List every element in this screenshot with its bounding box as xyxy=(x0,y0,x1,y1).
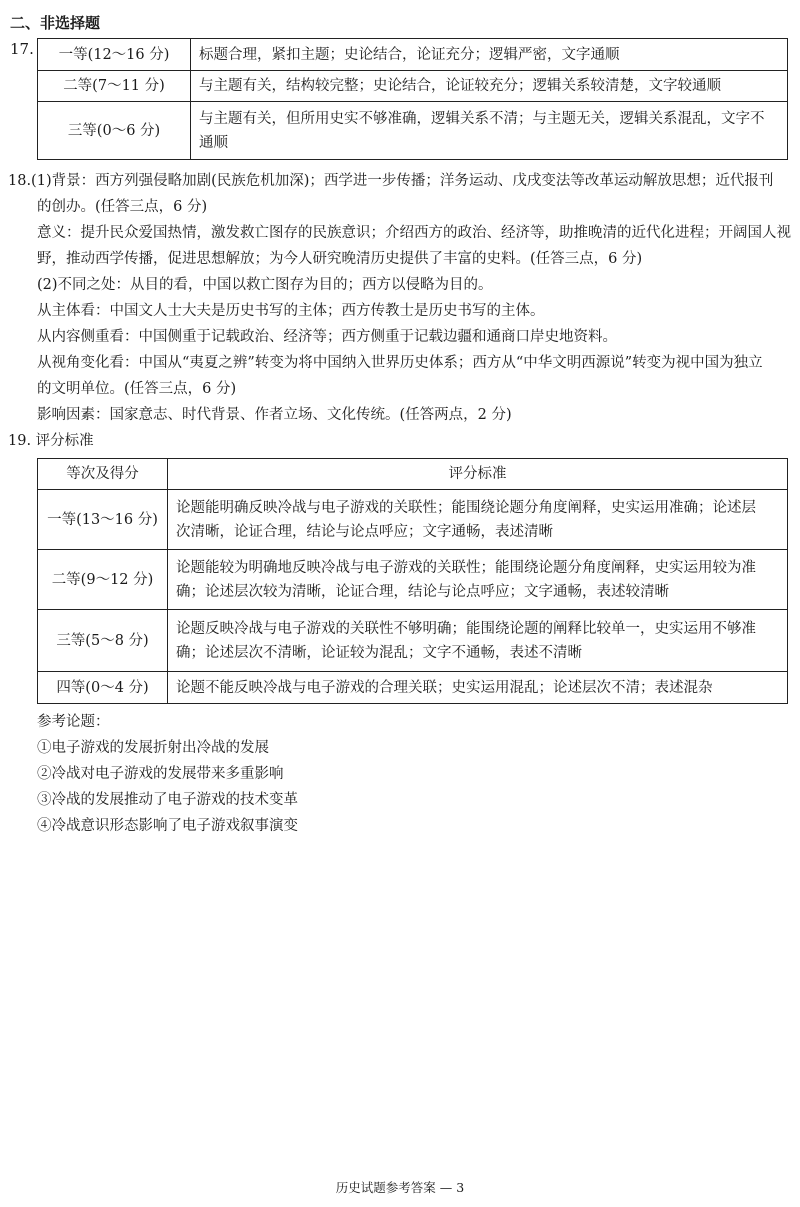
section-title: 二、非选择题 xyxy=(10,14,101,32)
grade-cell: 三等(5～8 分) xyxy=(38,610,168,672)
q18-line: 从视角变化看：中国从“夷夏之辨”转变为将中国纳入世界历史体系；西方从“中华文明西源说”转变为视中国为独立 xyxy=(37,355,763,371)
q18-line: 从主体看：中国文人士大夫是历史书写的主体；西方传教士是历史书写的主体。 xyxy=(37,303,545,319)
grade-cell: 二等(9～12 分) xyxy=(38,550,168,610)
header-grade: 等次及得分 xyxy=(38,459,168,490)
grade-cell: 一等(12～16 分) xyxy=(38,39,191,71)
criteria-line: 论题反映冷战与电子游戏的关联性不够明确；能围绕论题的阐释比较单一，史实运用不够准 xyxy=(176,620,756,637)
criteria-line: 通顺 xyxy=(199,134,228,151)
q19-table xyxy=(37,458,788,704)
table-row xyxy=(38,102,788,160)
q18-line: 野，推动西学传播，促进思想解放；为今人研究晚清历史提供了丰富的史料。(任答三点，6 分) xyxy=(37,251,643,267)
q19-heading: 19. 评分标准 xyxy=(8,433,94,449)
reference-item: ①电子游戏的发展折射出冷战的发展 xyxy=(37,740,269,756)
criteria-line: 论题能明确反映冷战与电子游戏的关联性；能围绕论题分角度阐释，史实运用准确；论述层 xyxy=(176,499,756,516)
table-row xyxy=(38,490,788,550)
q18-line: 从内容侧重看：中国侧重于记载政治、经济等；西方侧重于记载边疆和通商口岸史地资料。 xyxy=(37,329,617,345)
reference-item: ③冷战的发展推动了电子游戏的技术变革 xyxy=(37,792,298,808)
criteria-cell xyxy=(168,610,788,672)
grade-cell: 二等(7～11 分) xyxy=(38,71,191,102)
reference-item: ②冷战对电子游戏的发展带来多重影响 xyxy=(37,766,284,782)
criteria-cell: 论题不能反映冷战与电子游戏的合理关联；史实运用混乱；论述层次不清；表述混杂 xyxy=(168,672,788,704)
grade-cell: 三等(0～6 分) xyxy=(38,102,191,160)
table-header-row xyxy=(38,459,788,490)
criteria-cell xyxy=(168,490,788,550)
q17-table xyxy=(37,38,788,160)
table-row xyxy=(38,71,788,102)
table-row xyxy=(38,550,788,610)
q18-line: 的创办。(任答三点，6 分) xyxy=(37,199,208,215)
table-row xyxy=(38,39,788,71)
q18-line: 意义：提升民众爱国热情，激发救亡图存的民族意识；介绍西方的政治、经济等，助推晚清的近代化进程；开阔国人视 xyxy=(37,225,791,241)
criteria-cell: 与主题有关，结构较完整；史论结合，论证较充分；逻辑关系较清楚，文字较通顺 xyxy=(191,71,788,102)
criteria-line: 确；论述层次不清晰，论证较为混乱；文字不通畅，表述不清晰 xyxy=(176,644,582,661)
table-row xyxy=(38,610,788,672)
q18-line: (2)不同之处：从目的看，中国以救亡图存为目的；西方以侵略为目的。 xyxy=(37,277,493,293)
q18-line: 影响因素：国家意志、时代背景、作者立场、文化传统。(任答两点，2 分) xyxy=(37,407,512,423)
page-footer: 历史试题参考答案 — 3 xyxy=(335,1180,465,1195)
table-row xyxy=(38,672,788,704)
criteria-line: 与主题有关，但所用史实不够准确，逻辑关系不清；与主题无关，逻辑关系混乱，文字不 xyxy=(199,110,765,127)
q18-line: 18.(1)背景：西方列强侵略加剧(民族危机加深)；西学进一步传播；洋务运动、戊戌变法等改革运动解放思想；近代报刊 xyxy=(8,173,774,189)
reference-title: 参考论题： xyxy=(37,714,110,730)
criteria-line: 次清晰，论证合理，结论与论点呼应；文字通畅，表述清晰 xyxy=(176,523,553,540)
q18-line: 的文明单位。(任答三点，6 分) xyxy=(37,381,237,397)
header-criteria: 评分标准 xyxy=(168,459,788,490)
grade-cell: 一等(13～16 分) xyxy=(38,490,168,550)
criteria-line: 确；论述层次较为清晰，论证合理，结论与论点呼应；文字通畅，表述较清晰 xyxy=(176,583,669,600)
grade-cell: 四等(0～4 分) xyxy=(38,672,168,704)
criteria-cell xyxy=(191,102,788,160)
q17-number: 17. xyxy=(10,40,34,58)
criteria-cell xyxy=(168,550,788,610)
reference-item: ④冷战意识形态影响了电子游戏叙事演变 xyxy=(37,818,298,834)
criteria-cell: 标题合理，紧扣主题；史论结合，论证充分；逻辑严密，文字通顺 xyxy=(191,39,788,71)
criteria-line: 论题能较为明确地反映冷战与电子游戏的关联性；能围绕论题分角度阐释，史实运用较为准 xyxy=(176,559,756,576)
